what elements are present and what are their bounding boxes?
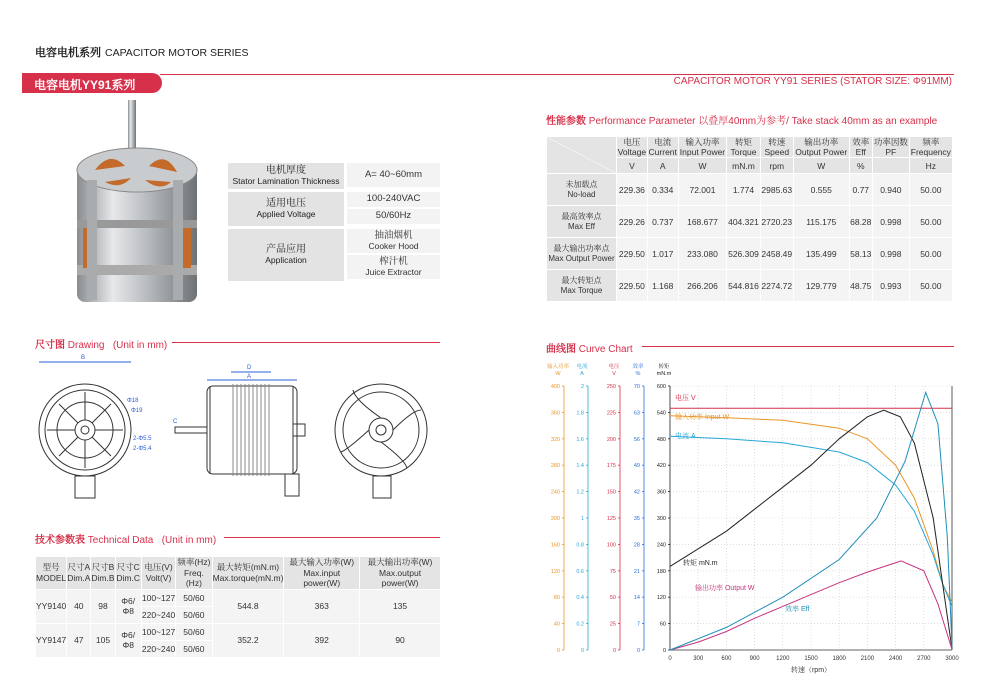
x-tick-label: 1200 bbox=[776, 656, 790, 662]
y-axis-label: 电压 bbox=[608, 364, 620, 370]
tech-dim-b: 105 bbox=[91, 623, 115, 657]
performance-table bbox=[546, 136, 953, 302]
y-tick-label: 100 bbox=[606, 542, 616, 549]
perf-header-current: 电流 Current bbox=[648, 137, 677, 158]
perf-header-output-power: 输出功率 Output Power bbox=[795, 137, 848, 158]
spec-row-voltage bbox=[228, 192, 440, 226]
perf-unit: V bbox=[617, 158, 648, 174]
y-tick-label: 63 bbox=[633, 410, 640, 417]
y-tick-label: 180 bbox=[656, 568, 666, 575]
spec-box bbox=[228, 163, 440, 284]
perf-cell: 135.499 bbox=[793, 238, 849, 270]
perf-cell: 404.321 bbox=[727, 206, 760, 238]
perf-cell: 50.00 bbox=[909, 238, 952, 270]
x-tick-label: 2100 bbox=[860, 656, 875, 662]
perf-unit: mN.m bbox=[727, 158, 760, 174]
y-tick-label: 25 bbox=[609, 621, 616, 628]
y-tick-label: 0.6 bbox=[576, 568, 584, 575]
spec-row-application bbox=[228, 229, 440, 281]
tech-torque: 544.8 bbox=[212, 589, 284, 623]
y-tick-label: 0.4 bbox=[576, 595, 584, 602]
y-tick-label: 300 bbox=[656, 516, 666, 522]
perf-row-label: 最大转矩点 Max Torque bbox=[547, 270, 617, 302]
spec-frequency-value: 50/60Hz bbox=[347, 209, 440, 226]
y-tick-label: 60 bbox=[659, 621, 666, 628]
y-tick-label: 320 bbox=[550, 436, 560, 443]
tech-header: 频率(Hz) Freq.(Hz) bbox=[177, 557, 211, 589]
series-title-en: CAPACITOR MOTOR SERIES bbox=[105, 47, 249, 59]
front-view bbox=[39, 384, 131, 498]
perf-cell: 0.940 bbox=[872, 174, 909, 206]
perf-cell: 266.206 bbox=[678, 270, 727, 302]
perf-header-input-power: 输入功率 Input Power bbox=[679, 137, 726, 158]
perf-header-pf: 功率因数 PF bbox=[873, 137, 908, 158]
tech-freq: 50/60 bbox=[176, 606, 212, 623]
y-tick-label: 120 bbox=[656, 595, 666, 602]
drawing-divider bbox=[172, 342, 440, 343]
y-tick-label: 600 bbox=[656, 384, 666, 390]
tech-header: 型号 MODEL bbox=[36, 557, 67, 590]
y-tick-label: 28 bbox=[633, 542, 640, 549]
perf-unit bbox=[872, 158, 909, 174]
perf-cell: 0.737 bbox=[647, 206, 678, 238]
y-axis-unit: W bbox=[555, 371, 561, 377]
perf-cell: 0.555 bbox=[793, 174, 849, 206]
y-tick-label: 49 bbox=[633, 463, 640, 470]
perf-row bbox=[547, 270, 953, 302]
tech-input: 363 bbox=[284, 589, 360, 623]
series-banner bbox=[0, 73, 990, 95]
y-tick-label: 200 bbox=[606, 436, 616, 443]
y-tick-label: 400 bbox=[550, 384, 560, 390]
perf-cell: 1.017 bbox=[647, 238, 678, 270]
y-tick-label: 21 bbox=[633, 568, 640, 575]
tech-divider bbox=[224, 537, 440, 538]
tech-volt: 220~240 bbox=[141, 606, 175, 623]
perf-unit: rpm bbox=[760, 158, 793, 174]
curve-chart bbox=[540, 356, 960, 676]
perf-header-frequency: 频率 Frequency bbox=[910, 137, 951, 158]
rear-view bbox=[335, 384, 427, 498]
motor-photo bbox=[65, 100, 205, 310]
y-tick-label: 240 bbox=[656, 542, 666, 549]
y-tick-label: 225 bbox=[606, 410, 616, 417]
tech-output: 90 bbox=[360, 623, 441, 657]
perf-cell: 129.779 bbox=[793, 270, 849, 302]
perf-cell: 229.36 bbox=[617, 174, 648, 206]
y-tick-label: 40 bbox=[553, 621, 560, 628]
y-tick-label: 35 bbox=[633, 516, 640, 522]
y-axis-label: 输入功率 bbox=[546, 364, 570, 370]
y-axis-unit: % bbox=[635, 371, 641, 377]
tech-header: 尺寸C Dim.C bbox=[115, 557, 141, 590]
tech-volt: 100~127 bbox=[141, 623, 175, 640]
perf-row-label: 最大输出功率点 Max Output Power bbox=[547, 238, 617, 270]
dim-holes1: 2-Φ5.5 bbox=[133, 436, 152, 442]
perf-row bbox=[547, 174, 953, 206]
series-label: 效率 Eff bbox=[785, 606, 810, 613]
dim-b-label: B bbox=[81, 355, 86, 361]
tech-volt: 220~240 bbox=[141, 640, 175, 657]
x-tick-label: 1800 bbox=[832, 656, 846, 662]
y-tick-label: 175 bbox=[606, 463, 616, 470]
tech-header: 最大转矩(mN.m) Max.torque(mN.m) bbox=[212, 557, 284, 590]
series-label: 电压 V bbox=[675, 395, 696, 402]
perf-row bbox=[547, 238, 953, 270]
dim-d-label: D bbox=[247, 365, 252, 371]
y-tick-label: 1 bbox=[580, 516, 584, 522]
curve-divider bbox=[642, 346, 954, 347]
series-label: 电流 A bbox=[675, 433, 696, 440]
dim-holes2: 2-Φ5.4 bbox=[133, 446, 152, 452]
tech-model: YY9147 bbox=[36, 623, 67, 657]
banner-stator-size: CAPACITOR MOTOR YY91 SERIES (STATOR SIZE: Φ91MM) bbox=[673, 76, 952, 87]
perf-header-eff: 效率 Eff bbox=[849, 137, 872, 158]
perf-unit: W bbox=[678, 158, 727, 174]
perf-cell: 526.309 bbox=[727, 238, 760, 270]
y-tick-label: 0.8 bbox=[576, 542, 584, 549]
y-tick-label: 360 bbox=[656, 489, 666, 496]
perf-unit: % bbox=[849, 158, 872, 174]
tech-table bbox=[35, 556, 441, 658]
dim-phi19: Φ19 bbox=[131, 408, 143, 414]
spec-voltage-value: 100-240VAC bbox=[347, 192, 440, 209]
y-axis-label: 电流 bbox=[576, 364, 588, 370]
perf-header-speed: 转速 Speed bbox=[760, 137, 793, 158]
tech-dim-a: 47 bbox=[67, 623, 91, 657]
tech-header: 电压(V) Volt(V) bbox=[141, 557, 175, 590]
y-tick-label: 280 bbox=[550, 463, 560, 470]
perf-cell: 229.26 bbox=[617, 206, 648, 238]
dim-c-label: C bbox=[173, 419, 178, 425]
y-tick-label: 2 bbox=[580, 384, 584, 390]
y-tick-label: 420 bbox=[656, 463, 666, 470]
series-label: 输出功率 Output W bbox=[695, 585, 755, 592]
x-tick-label: 0 bbox=[668, 656, 672, 662]
y-tick-label: 0.2 bbox=[576, 621, 584, 628]
y-tick-label: 150 bbox=[606, 489, 616, 496]
y-tick-label: 240 bbox=[550, 489, 560, 496]
x-tick-label: 2700 bbox=[917, 656, 931, 662]
perf-cell: 233.080 bbox=[678, 238, 727, 270]
y-tick-label: 0 bbox=[636, 648, 640, 654]
y-tick-label: 125 bbox=[606, 516, 616, 522]
perf-cell: 0.993 bbox=[872, 270, 909, 302]
spec-voltage-en: Applied Voltage bbox=[256, 208, 316, 219]
perf-cell: 115.175 bbox=[793, 206, 849, 238]
y-axis-unit: V bbox=[612, 371, 616, 377]
tech-freq: 50/60 bbox=[176, 640, 212, 657]
y-tick-label: 7 bbox=[636, 621, 640, 628]
y-tick-label: 42 bbox=[633, 489, 640, 496]
y-tick-label: 540 bbox=[656, 410, 666, 417]
tech-freq: 50/60 bbox=[176, 589, 212, 606]
perf-cell: 68.28 bbox=[849, 206, 872, 238]
y-tick-label: 75 bbox=[609, 568, 616, 575]
tech-torque: 352.2 bbox=[212, 623, 284, 657]
y-tick-label: 0 bbox=[556, 648, 560, 654]
tech-input: 392 bbox=[284, 623, 360, 657]
tech-freq: 50/60 bbox=[176, 623, 212, 640]
series-label: 转矩 mN.m bbox=[683, 560, 718, 567]
perf-header-voltage: 电压 Voltage bbox=[617, 137, 647, 158]
y-tick-label: 120 bbox=[550, 568, 560, 575]
side-view-dims bbox=[173, 365, 297, 425]
y-tick-label: 1.2 bbox=[576, 489, 584, 496]
tech-header: 最大输出功率(W) Max.output power(W) bbox=[360, 557, 441, 590]
y-tick-label: 360 bbox=[550, 410, 560, 417]
spec-app-juice-extractor: 榨汁机 Juice Extractor bbox=[347, 255, 440, 281]
y-tick-label: 1.6 bbox=[576, 436, 584, 443]
perf-cell: 50.00 bbox=[909, 174, 952, 206]
perf-cell: 50.00 bbox=[909, 206, 952, 238]
x-tick-label: 1500 bbox=[804, 656, 818, 662]
spec-row-thickness bbox=[228, 163, 440, 189]
y-tick-label: 0 bbox=[580, 648, 584, 654]
y-axis-unit: mN.m bbox=[656, 371, 672, 377]
perf-cell: 2274.72 bbox=[760, 270, 793, 302]
x-tick-label: 600 bbox=[721, 656, 732, 662]
tech-header: 最大输入功率(W) Max.input power(W) bbox=[284, 557, 360, 590]
y-tick-label: 200 bbox=[550, 516, 560, 522]
tech-row bbox=[36, 589, 441, 606]
spec-app-cn: 产品应用 bbox=[266, 244, 306, 256]
side-view bbox=[175, 384, 305, 496]
tech-dim-c: Φ6/Φ8 bbox=[115, 589, 141, 623]
dimension-drawing bbox=[35, 350, 445, 510]
y-tick-label: 1.8 bbox=[576, 410, 584, 417]
y-tick-label: 56 bbox=[633, 436, 640, 443]
perf-unit: Hz bbox=[909, 158, 952, 174]
series-title bbox=[35, 44, 249, 60]
tech-volt: 100~127 bbox=[141, 589, 175, 606]
y-tick-label: 70 bbox=[633, 384, 640, 390]
perf-corner bbox=[547, 137, 617, 174]
series-label: 输入功率 Input W bbox=[675, 414, 730, 421]
drawing-title: 尺寸图 Drawing (Unit in mm) bbox=[35, 340, 168, 351]
dim-phi18: Φ18 bbox=[127, 398, 139, 404]
spec-thickness-en: Stator Lamination Thickness bbox=[232, 175, 340, 186]
perf-cell: 58.13 bbox=[849, 238, 872, 270]
y-axis-label: 效率 bbox=[632, 364, 644, 370]
y-tick-label: 1.4 bbox=[576, 463, 584, 470]
x-axis-label: 转速（rpm） bbox=[790, 667, 832, 674]
perf-cell: 2985.63 bbox=[760, 174, 793, 206]
perf-cell: 72.001 bbox=[678, 174, 727, 206]
y-tick-label: 480 bbox=[656, 436, 666, 443]
tech-dim-b: 98 bbox=[91, 589, 115, 623]
y-tick-label: 14 bbox=[633, 595, 640, 602]
y-tick-label: 0 bbox=[612, 648, 616, 654]
perf-cell: 0.998 bbox=[872, 206, 909, 238]
banner-label: 电容电机YY91系列 bbox=[22, 73, 162, 93]
perf-cell: 2720.23 bbox=[760, 206, 793, 238]
spec-voltage-cn: 适用电压 bbox=[266, 198, 306, 210]
perf-cell: 2458.49 bbox=[760, 238, 793, 270]
perf-cell: 168.677 bbox=[678, 206, 727, 238]
perf-row-label: 未加载点 No-load bbox=[547, 174, 617, 206]
perf-header-torque: 转矩 Torque bbox=[727, 137, 760, 158]
perf-row bbox=[547, 206, 953, 238]
y-tick-label: 80 bbox=[553, 595, 560, 602]
y-tick-label: 250 bbox=[606, 384, 616, 390]
perf-cell: 229.50 bbox=[617, 238, 648, 270]
x-tick-label: 2400 bbox=[888, 656, 903, 662]
perf-unit: A bbox=[647, 158, 678, 174]
curve-title: 曲线图 Curve Chart bbox=[546, 344, 633, 355]
x-tick-label: 3000 bbox=[945, 656, 959, 662]
y-tick-label: 50 bbox=[609, 595, 616, 602]
perf-cell: 48.75 bbox=[849, 270, 872, 302]
y-tick-label: 160 bbox=[550, 542, 560, 549]
perf-cell: 544.816 bbox=[727, 270, 760, 302]
x-tick-label: 900 bbox=[749, 656, 760, 662]
perf-cell: 0.334 bbox=[647, 174, 678, 206]
dim-a-label: A bbox=[247, 374, 252, 380]
tech-model: YY9140 bbox=[36, 589, 67, 623]
tech-title: 技术参数表 Technical Data (Unit in mm) bbox=[35, 535, 217, 546]
front-view-dims bbox=[39, 355, 152, 452]
perf-cell: 1.774 bbox=[727, 174, 760, 206]
series-title-cn: 电容电机系列 bbox=[35, 47, 101, 59]
y-axis-label: 转矩 bbox=[658, 364, 670, 370]
perf-row-label: 最高效率点 Max Eff bbox=[547, 206, 617, 238]
spec-app-cooker-hood: 抽油烟机 Cooker Hood bbox=[347, 229, 440, 255]
tech-dim-c: Φ6/Φ8 bbox=[115, 623, 141, 657]
perf-cell: 0.998 bbox=[872, 238, 909, 270]
x-tick-label: 300 bbox=[693, 656, 704, 662]
y-axis-unit: A bbox=[580, 371, 584, 377]
perf-unit: W bbox=[793, 158, 849, 174]
tech-header: 尺寸B Dim.B bbox=[91, 557, 115, 590]
perf-cell: 0.77 bbox=[849, 174, 872, 206]
banner-divider bbox=[160, 74, 954, 75]
perf-cell: 50.00 bbox=[909, 270, 952, 302]
spec-thickness-value: A= 40~60mm bbox=[347, 163, 440, 189]
y-tick-label: 0 bbox=[662, 648, 666, 654]
perf-cell: 1.168 bbox=[647, 270, 678, 302]
tech-output: 135 bbox=[360, 589, 441, 623]
perf-cell: 229.50 bbox=[617, 270, 648, 302]
tech-row bbox=[36, 623, 441, 640]
spec-app-en: Application bbox=[265, 254, 307, 265]
performance-title: 性能参数 Performance Parameter 以叠厚40mm为参考/ Take stack 40mm as an example bbox=[546, 116, 938, 127]
spec-thickness-cn: 电机厚度 bbox=[266, 165, 306, 177]
tech-header: 尺寸A Dim.A bbox=[67, 557, 91, 590]
tech-dim-a: 40 bbox=[67, 589, 91, 623]
